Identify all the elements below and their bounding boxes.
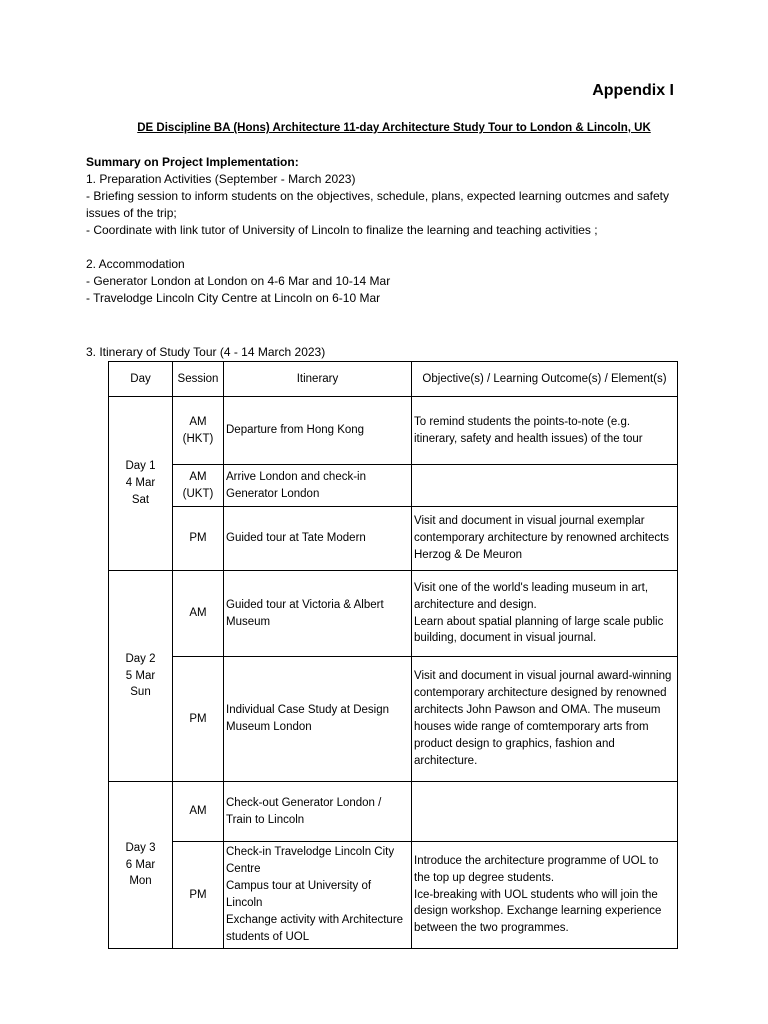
table-row [109, 571, 678, 657]
header-session: Session [173, 362, 224, 397]
session-cell: AM (UKT) [173, 465, 224, 507]
objective-cell: Visit and document in visual journal award-winning contemporary architecture designed by renowned architects John Pawson and OMA. The museum houses wide range of comtemporary arts from product design to graphics, fashion and architecture. [412, 657, 678, 782]
accommodation-item: - Generator London at London on 4-6 Mar and 10-14 Mar [86, 274, 391, 288]
table-header-row [109, 362, 678, 397]
table-row [109, 842, 678, 949]
preparation-item: - Coordinate with link tutor of University of Lincoln to finalize the learning and teaching activities ; [86, 223, 598, 237]
itinerary-cell: Departure from Hong Kong [224, 397, 412, 465]
itinerary-heading: 3. Itinerary of Study Tour (4 - 14 March 2023) [86, 345, 326, 359]
document-title: DE Discipline BA (Hons) Architecture 11-day Architecture Study Tour to London & Lincoln, UK [137, 122, 651, 134]
objective-cell: Introduce the architecture programme of UOL to the top up degree students. Ice-breaking with UOL students who will join the design workshop. Exchange learning experience between the two programmes. [412, 842, 678, 949]
preparation-heading: 1. Preparation Activities (September - March 2023) [86, 172, 356, 186]
accommodation-heading: 2. Accommodation [86, 257, 185, 271]
preparation-item: - Briefing session to inform students on the objectives, schedule, plans, expected learning outcmes and safety issues of the trip; [86, 189, 669, 220]
table-row [109, 507, 678, 571]
header-itinerary: Itinerary [224, 362, 412, 397]
objective-cell: Visit and document in visual journal exemplar contemporary architecture by renowned architects Herzog & De Meuron [412, 507, 678, 571]
summary-section [86, 154, 686, 239]
objective-cell: Visit one of the world's leading museum in art, architecture and design. Learn about spatial planning of large scale public building, document in visual journal. [412, 571, 678, 657]
table-row [109, 782, 678, 842]
day-cell: Day 1 4 Mar Sat [109, 397, 173, 571]
itinerary-cell: Arrive London and check-in Generator London [224, 465, 412, 507]
session-cell: AM [173, 571, 224, 657]
itinerary-cell: Individual Case Study at Design Museum London [224, 657, 412, 782]
table-row [109, 657, 678, 782]
accommodation-section [86, 256, 686, 307]
session-cell: PM [173, 842, 224, 949]
day-cell: Day 3 6 Mar Mon [109, 782, 173, 949]
session-cell: AM [173, 782, 224, 842]
objective-cell: To remind students the points-to-note (e.g. itinerary, safety and health issues) of the tour [412, 397, 678, 465]
objective-cell [412, 465, 678, 507]
itinerary-cell: Check-out Generator London / Train to Lincoln [224, 782, 412, 842]
session-cell: PM [173, 657, 224, 782]
summary-heading: Summary on Project Implementation: [86, 155, 299, 169]
header-day: Day [109, 362, 173, 397]
accommodation-item: - Travelodge Lincoln City Centre at Lincoln on 6-10 Mar [86, 291, 381, 305]
table-row [109, 465, 678, 507]
appendix-label: Appendix I [592, 82, 674, 99]
itinerary-table [108, 361, 678, 949]
header-objective: Objective(s) / Learning Outcome(s) / Element(s) [412, 362, 678, 397]
session-cell: AM (HKT) [173, 397, 224, 465]
itinerary-cell: Guided tour at Tate Modern [224, 507, 412, 571]
itinerary-cell: Guided tour at Victoria & Albert Museum [224, 571, 412, 657]
table-row [109, 397, 678, 465]
itinerary-cell: Check-in Travelodge Lincoln City Centre Campus tour at University of Lincoln Exchange activity with Architecture students of UOL [224, 842, 412, 949]
day-cell: Day 2 5 Mar Sun [109, 571, 173, 782]
session-cell: PM [173, 507, 224, 571]
objective-cell [412, 782, 678, 842]
